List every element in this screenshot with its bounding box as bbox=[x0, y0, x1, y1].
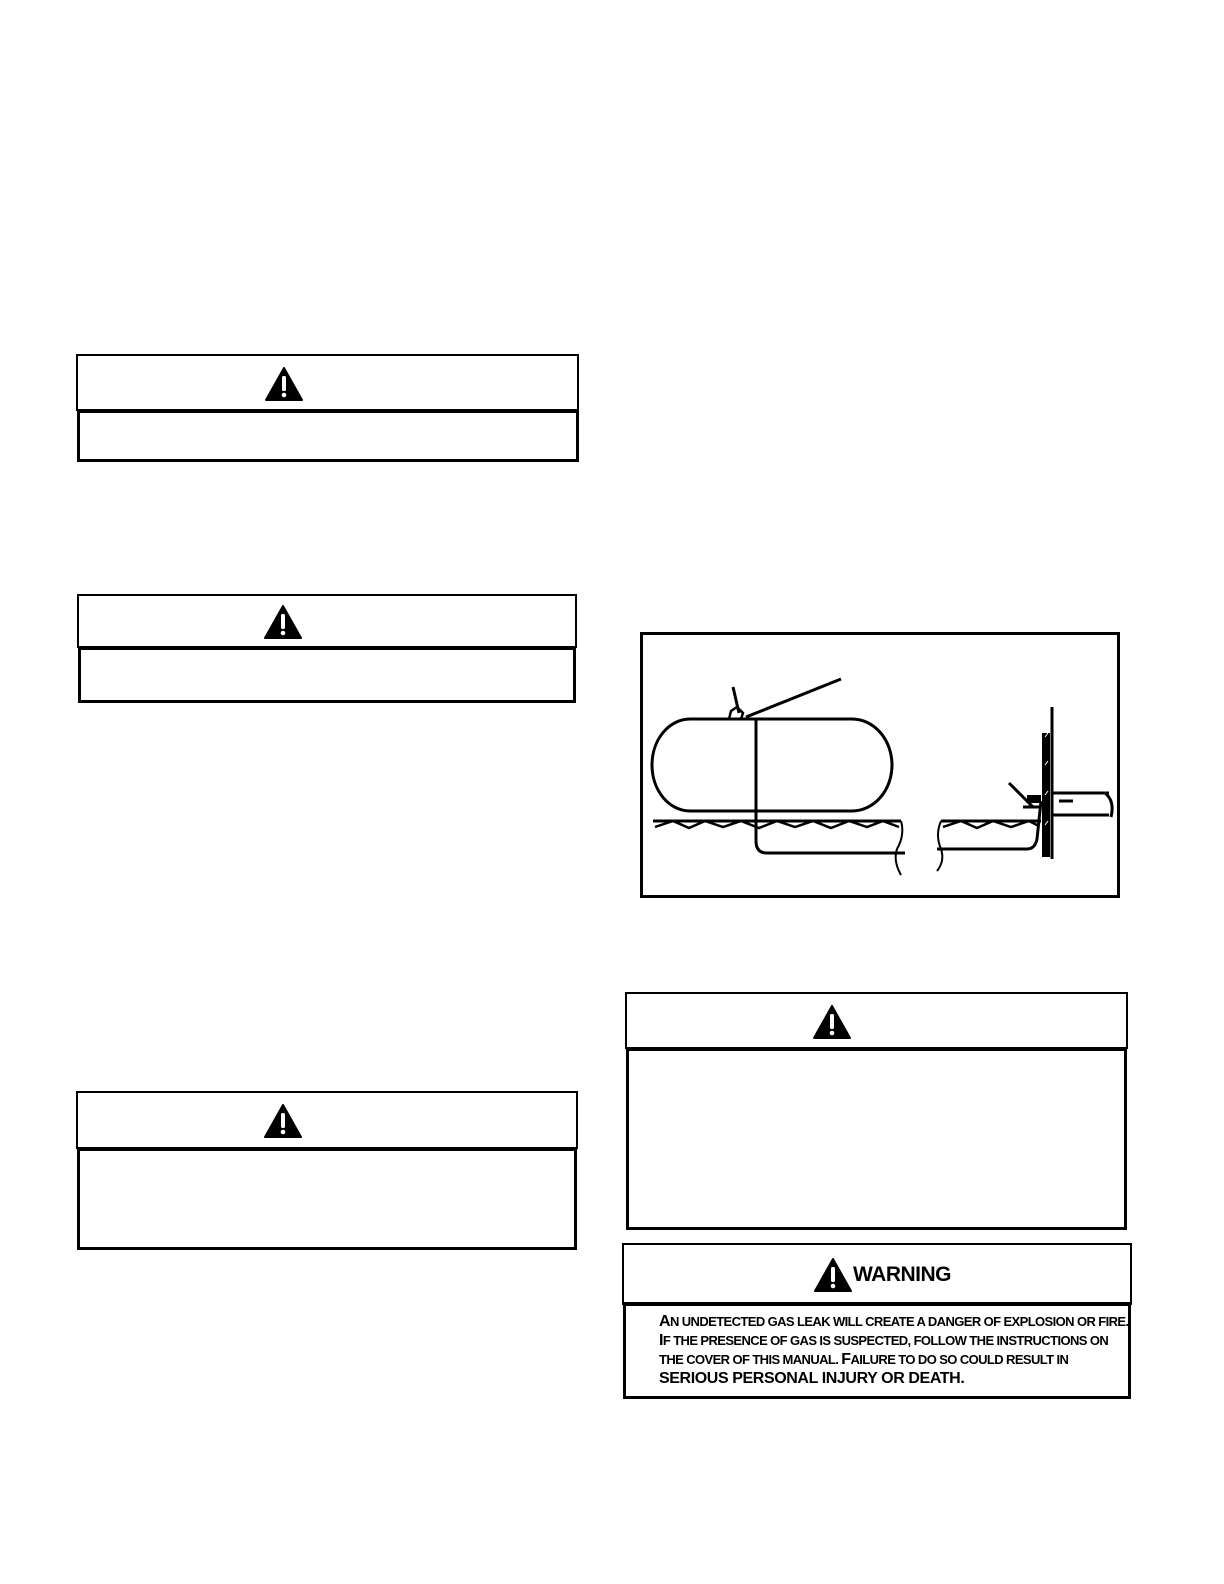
caution-box-3-header bbox=[76, 1091, 578, 1149]
caution-box-2-header bbox=[77, 594, 577, 648]
warning-triangle-icon bbox=[264, 605, 302, 639]
warning-triangle-icon bbox=[265, 367, 303, 401]
caution-box-2-body bbox=[78, 646, 576, 703]
tank-installation-figure bbox=[640, 632, 1120, 898]
caution-box-1-header bbox=[76, 354, 579, 411]
warning-triangle-icon bbox=[813, 1005, 851, 1039]
caution-box-4-header bbox=[625, 992, 1128, 1049]
tank-installation-diagram bbox=[643, 635, 1117, 895]
gas-leak-warning-header bbox=[622, 1243, 1132, 1305]
warning-label: WARNING bbox=[853, 1263, 951, 1286]
caution-box-3-body bbox=[77, 1147, 577, 1250]
caution-box-1-body bbox=[77, 409, 579, 462]
caution-box-4-body bbox=[626, 1047, 1127, 1230]
gas-leak-warning-body bbox=[623, 1302, 1131, 1399]
warning-triangle-icon bbox=[264, 1104, 302, 1138]
warning-triangle-icon bbox=[814, 1258, 852, 1292]
gas-leak-warning-text: AN UNDETECTED GAS LEAK WILL CREATE A DANGER OF EXPLOSION OR FIRE. IF THE PRESENCE OF GAS IS SUSPECTED, FOLLOW THE INSTRUCTIONS ON THE COVER OF THIS MANUAL. FAILURE TO DO SO COULD RESULT IN SERIOUS PERSONAL INJURY OR DEATH. bbox=[659, 1313, 1129, 1387]
